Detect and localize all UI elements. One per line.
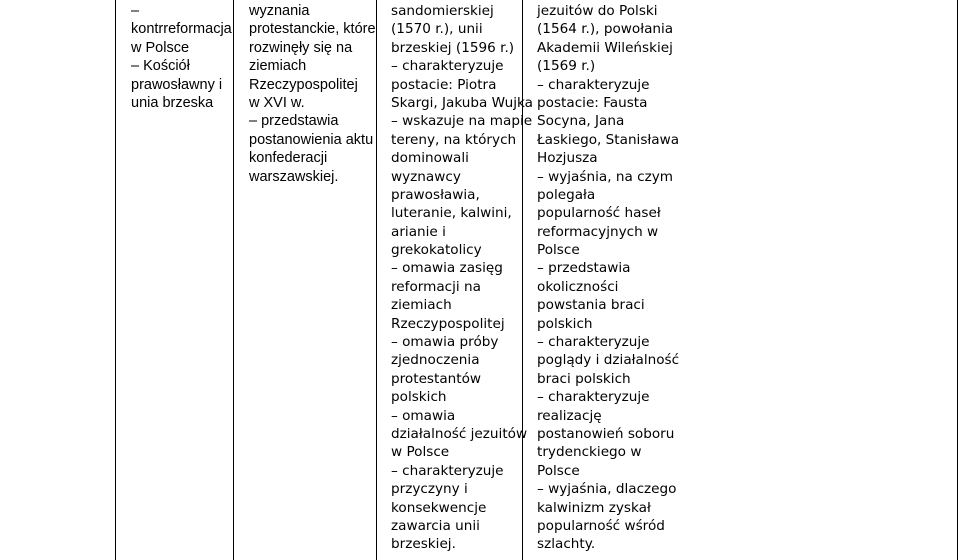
- cell-text: [249, 2, 376, 186]
- cell-line: powstania braci: [537, 297, 645, 314]
- cell-line: reformacji na: [391, 278, 481, 295]
- cell-line: reformacyjnych w: [537, 223, 659, 240]
- cell-line: protestanckie, które: [249, 21, 376, 38]
- cell-line: luteranie, kalwini,: [391, 205, 512, 222]
- column-divider: [233, 0, 234, 560]
- cell-line: zjednoczenia: [391, 352, 480, 369]
- cell-line: wyznania: [249, 3, 310, 19]
- cell-text: [131, 2, 232, 112]
- cell-line: – omawia zasięg: [391, 260, 503, 277]
- cell-line: postacie: Piotra: [391, 76, 497, 93]
- cell-line: Rzeczypospolitej: [391, 315, 505, 332]
- cell-line: unia brzeska: [131, 94, 214, 111]
- cell-line: – charakteryzuje: [537, 334, 650, 351]
- cell-line: prawosławny i: [131, 76, 223, 93]
- cell-line: postacie: Fausta: [537, 94, 648, 111]
- cell-line: Polsce: [537, 462, 580, 479]
- cell-line: tereny, na których: [391, 131, 517, 148]
- column-divider: [957, 0, 958, 560]
- cell-line: braci polskich: [537, 370, 631, 387]
- cell-line: (1564 r.), powołania: [537, 21, 674, 38]
- cell-line: konsekwencje: [391, 499, 487, 516]
- cell-line: brzeskiej.: [391, 536, 456, 553]
- column-divider: [376, 0, 377, 560]
- cell-line: (1569 r.): [537, 58, 596, 75]
- cell-line: dominowali: [391, 150, 469, 167]
- cell-line: jezuitów do Polski: [537, 3, 658, 19]
- cell-line: prawosławia,: [391, 186, 480, 203]
- cell-line: protestantów: [391, 370, 482, 387]
- cell-line: – charakteryzuje: [537, 76, 650, 93]
- cell-line: popularność wśród: [537, 517, 665, 534]
- cell-line: realizację: [537, 407, 602, 424]
- cell-line: rozwinęły się na: [249, 39, 353, 56]
- cell-line: w Polsce: [391, 444, 450, 461]
- cell-line: – charakteryzuje: [391, 58, 504, 75]
- cell-line: arianie i: [391, 223, 446, 240]
- cell-line: Łaskiego, Stanisława: [537, 131, 680, 148]
- cell-line: poglądy i działalność: [537, 352, 680, 369]
- cell-line: Socyna, Jana: [537, 113, 625, 130]
- cell-line: popularność haseł: [537, 205, 661, 222]
- cell-line: –: [131, 3, 140, 19]
- cell-line: kalwinizm zyskał: [537, 499, 651, 516]
- cell-line: trydenckiego w: [537, 444, 642, 461]
- cell-line: – przedstawia: [249, 113, 339, 130]
- cell-line: polskich: [537, 315, 593, 332]
- cell-line: – wyjaśnia, dlaczego: [537, 481, 677, 498]
- cell-line: – wyjaśnia, na czym: [537, 168, 673, 185]
- cell-line: Akademii Wileńskiej: [537, 39, 673, 56]
- cell-line: ziemiach: [391, 297, 452, 314]
- cell-line: w Polsce: [131, 39, 190, 56]
- cell-line: postanowienia aktu: [249, 131, 374, 148]
- cell-line: ziemiach: [249, 58, 307, 75]
- cell-line: – omawia: [391, 407, 456, 424]
- cell-line: brzeskiej (1596 r.): [391, 39, 515, 56]
- cell-line: – charakteryzuje: [537, 389, 650, 406]
- cell-line: warszawskiej.: [249, 168, 339, 185]
- cell-line: – Kościół: [131, 58, 190, 75]
- cell-line: zawarcia unii: [391, 517, 480, 534]
- cell-line: Rzeczypospolitej: [249, 76, 358, 93]
- cell-line: działalność jezuitów: [391, 425, 528, 442]
- cell-line: (1570 r.), unii: [391, 21, 483, 38]
- cell-line: – charakteryzuje: [391, 462, 504, 479]
- cell-line: Skargi, Jakuba Wujka: [391, 94, 533, 111]
- cell-line: okoliczności: [537, 278, 619, 295]
- cell-line: postanowień soboru: [537, 425, 675, 442]
- cell-line: grekokatolicy: [391, 242, 482, 259]
- cell-line: sandomierskiej: [391, 3, 494, 19]
- cell-line: – omawia próby: [391, 334, 499, 351]
- cell-line: konfederacji: [249, 150, 328, 167]
- cell-line: wyznawcy: [391, 168, 461, 185]
- cell-line: – wskazuje na mapie: [391, 113, 533, 130]
- cell-text: [391, 2, 533, 554]
- column-divider: [115, 0, 116, 560]
- cell-line: Polsce: [537, 242, 580, 259]
- cell-line: przyczyny i: [391, 481, 468, 498]
- cell-line: w XVI w.: [249, 94, 305, 111]
- cell-line: kontrreformacja: [131, 21, 232, 38]
- cell-line: polskich: [391, 389, 447, 406]
- cell-line: szlachty.: [537, 536, 596, 553]
- cell-line: – przedstawia: [537, 260, 631, 277]
- cell-line: Hozjusza: [537, 150, 598, 167]
- cell-text: [537, 2, 679, 554]
- cell-line: polegała: [537, 186, 596, 203]
